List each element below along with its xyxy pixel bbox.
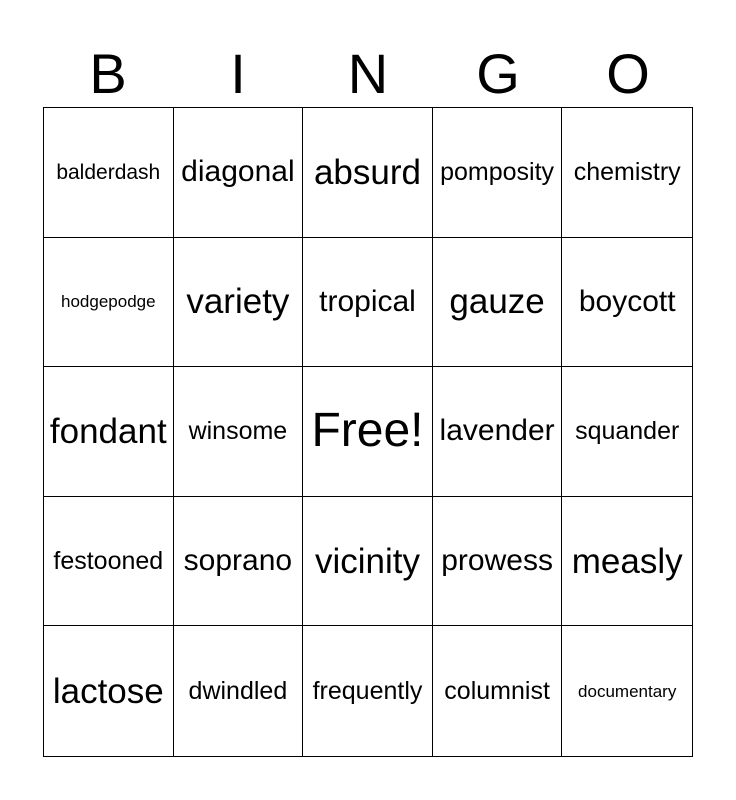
header-letter-o: O	[606, 42, 650, 105]
header-letter-g: G	[476, 42, 520, 105]
header-letter-b: B	[89, 42, 127, 105]
bingo-cell[interactable]: prowess	[433, 497, 563, 627]
bingo-header	[43, 40, 693, 108]
bingo-cell[interactable]: frequently	[303, 626, 433, 756]
bingo-cell[interactable]: documentary	[578, 681, 677, 701]
bingo-cell[interactable]: measly	[562, 497, 692, 627]
bingo-cell[interactable]: chemistry	[562, 108, 692, 238]
bingo-cell[interactable]: columnist	[433, 626, 563, 756]
bingo-cell[interactable]: festooned	[44, 497, 174, 627]
bingo-cell[interactable]: absurd	[303, 108, 433, 238]
bingo-cell[interactable]: pomposity	[433, 108, 563, 238]
bingo-cell[interactable]: winsome	[174, 367, 304, 497]
bingo-cell[interactable]: soprano	[174, 497, 304, 627]
bingo-cell[interactable]: hodgepodge	[44, 238, 174, 368]
bingo-board	[43, 107, 693, 757]
bingo-cell[interactable]: boycott	[562, 238, 692, 368]
bingo-cell[interactable]: vicinity	[303, 497, 433, 627]
bingo-cell[interactable]: diagonal	[174, 108, 304, 238]
bingo-cell[interactable]: fondant	[44, 367, 174, 497]
bingo-cell[interactable]: balderdash	[44, 108, 174, 238]
bingo-cell[interactable]: gauze	[433, 238, 563, 368]
bingo-cell[interactable]: variety	[174, 238, 304, 368]
bingo-cell[interactable]: lactose	[44, 626, 174, 756]
bingo-cell[interactable]: lavender	[433, 367, 563, 497]
header-letter-n: N	[347, 42, 389, 105]
bingo-cell[interactable]: squander	[562, 367, 692, 497]
bingo-cell[interactable]: dwindled	[174, 626, 304, 756]
bingo-cell[interactable]: tropical	[303, 238, 433, 368]
free-space-cell[interactable]: Free!	[303, 367, 433, 497]
header-letter-i: I	[230, 42, 246, 105]
